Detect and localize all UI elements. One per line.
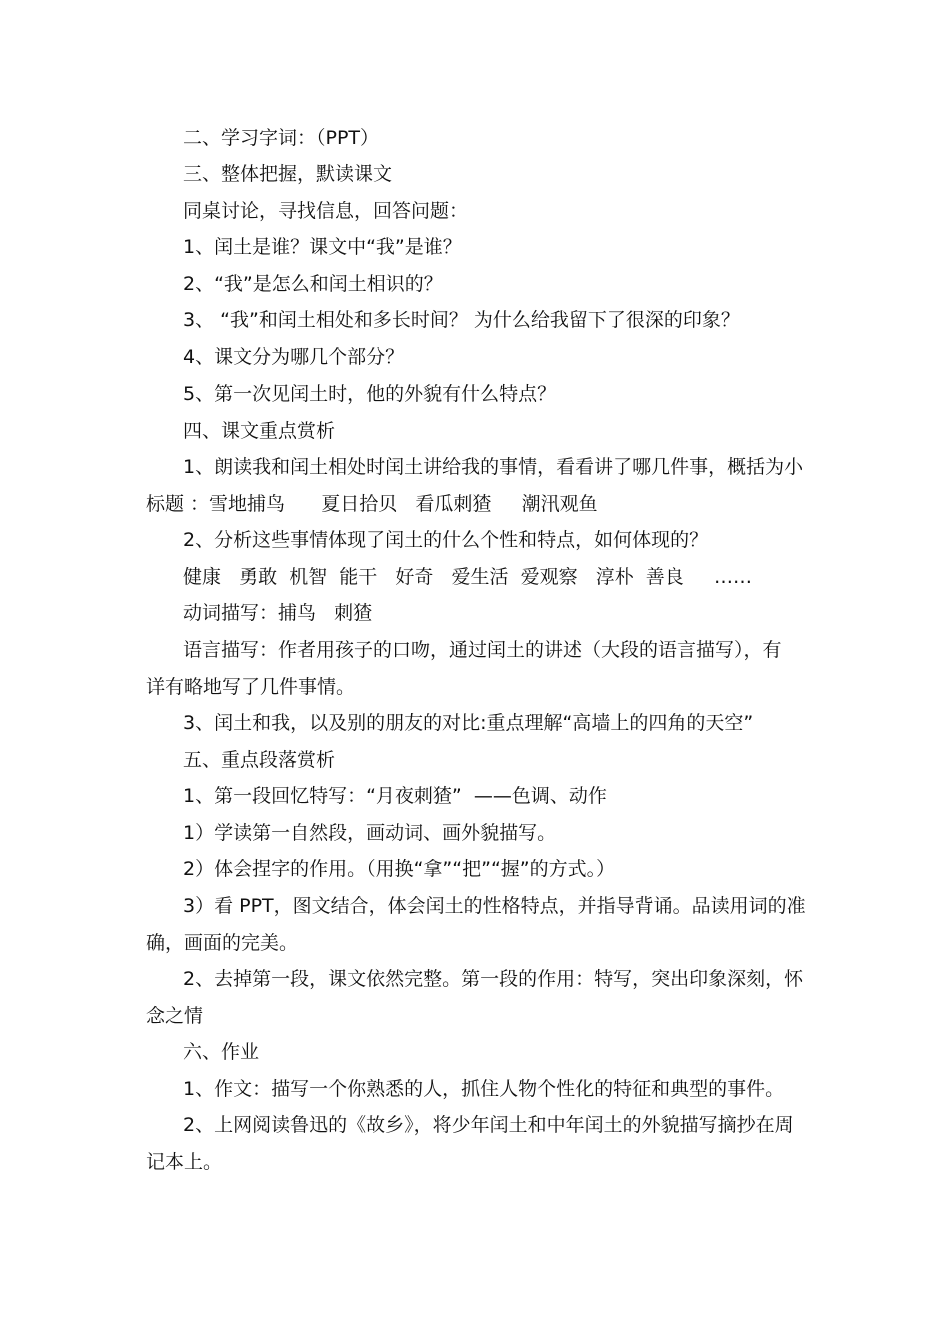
homework-item: 记本上。 — [146, 1151, 223, 1173]
paragraph-line: 1）学读第一自然段，画动词、画外貌描写。 — [183, 822, 557, 844]
paragraph-line: 3）看 PPT，图文结合，体会闰土的性格特点，并指导背诵。品读用词的准 — [183, 895, 806, 917]
paragraph-line: 3、闰土和我，以及别的朋友的对比:重点理解“高墙上的四角的天空” — [183, 712, 754, 734]
paragraph-line: 2、去掉第一段，课文依然完整。第一段的作用：特写，突出印象深刻，怀 — [183, 968, 804, 990]
paragraph-line: 确，画面的完美。 — [146, 932, 299, 954]
paragraph-line: 1、第一段回忆特写：“月夜刺猹” ——色调、动作 — [183, 785, 607, 807]
homework-item: 2、上网阅读鲁迅的《故乡》，将少年闰土和中年闰土的外貌描写摘抄在周 — [183, 1114, 794, 1136]
paragraph-line: 念之情 — [146, 1005, 204, 1027]
section-heading-4: 四、课文重点赏析 — [183, 420, 336, 442]
section-heading-2: 二、学习字词：（PPT） — [183, 127, 380, 149]
question-item: 2、“我”是怎么和闰土相识的？ — [183, 273, 443, 295]
paragraph-line: 健康 勇敢 机智 能干 好奇 爱生活 爱观察 淳朴 善良 …… — [183, 566, 752, 588]
paragraph-line: 标题 ：雪地捕鸟 夏日拾贝 看瓜刺猹 潮汛观鱼 — [146, 493, 598, 515]
homework-item: 1、作文：描写一个你熟悉的人，抓住人物个性化的特征和典型的事件。 — [183, 1078, 785, 1100]
section-heading-5: 五、重点段落赏析 — [183, 749, 336, 771]
question-item: 4、课文分为哪几个部分？ — [183, 346, 405, 368]
paragraph-line: 2、分析这些事情体现了闰土的什么个性和特点，如何体现的？ — [183, 529, 709, 551]
question-item: 5、第一次见闰土时，他的外貌有什么特点？ — [183, 383, 557, 405]
paragraph-line: 动词描写：捕鸟 刺猹 — [183, 602, 373, 624]
section-heading-6: 六、作业 — [183, 1041, 260, 1063]
paragraph-line: 1、朗读我和闰土相处时闰土讲给我的事情，看看讲了哪几件事，概括为小 — [183, 456, 804, 478]
paragraph-line: 2）体会捏字的作用。（用换“拿”“把”“握”的方式。） — [183, 858, 616, 880]
paragraph-line: 同桌讨论，寻找信息，回答问题： — [183, 200, 469, 222]
paragraph-line: 详有略地写了几件事情。 — [146, 676, 356, 698]
question-item: 3、 “我”和闰土相处和多长时间？ 为什么给我留下了很深的印象？ — [183, 309, 740, 331]
section-heading-3: 三、整体把握，默读课文 — [183, 163, 393, 185]
question-item: 1、闰土是谁？课文中“我”是谁？ — [183, 236, 462, 258]
paragraph-line: 语言描写：作者用孩子的口吻，通过闰土的讲述（大段的语言描写），有 — [183, 639, 782, 661]
